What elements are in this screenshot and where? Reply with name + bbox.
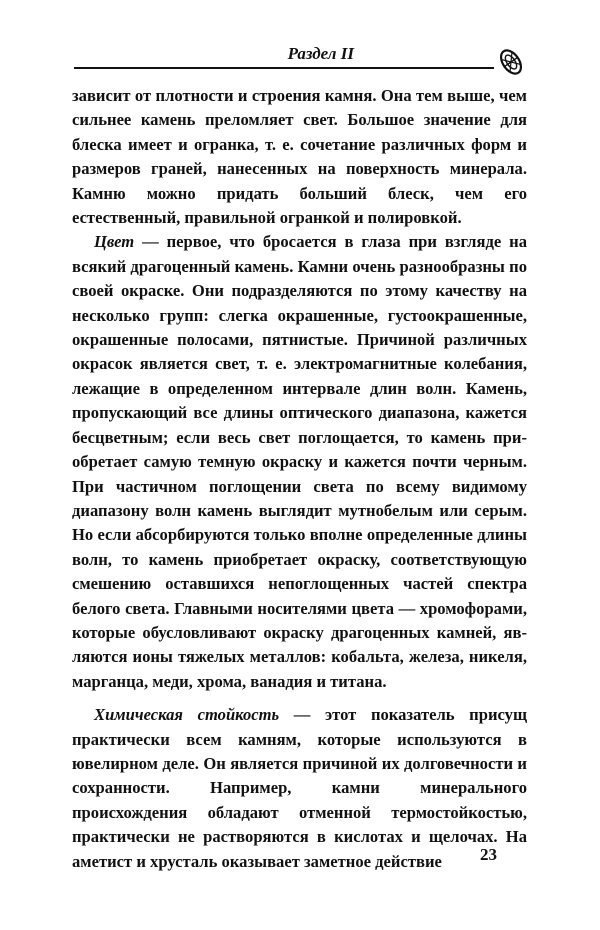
paragraph-luster: зависит от плотности и строения камня. Она тем выше, чем сильнее камень преломляет свет. Большое значение для блеска имеет и огранка, т. е. сочетание различных форм и размеров граней, нанесенных на поверхность минерала. Камню можно придать больший блеск, чем его естественный, правильной огранкой и полировкой. — [72, 86, 527, 228]
paragraph-chemical-resistance — [72, 703, 527, 874]
gemstone-icon — [496, 47, 526, 77]
paragraph-chemical-text: — этот показатель присущ практически всем камням, которые используются в ювелирном деле. Он является причиной их долговечности и сохранности. Например, камни минерального происхождения обладают отменной термостойкостью, практически не растворяются в кислотах и щелочах. На аметист и хрусталь оказывает заметное действие — [72, 705, 527, 871]
page-number: 23 — [480, 845, 497, 864]
term-chemical-resistance: Химическая стойкость — [94, 705, 280, 725]
body-text — [72, 84, 527, 874]
section-title: Раздел II — [287, 44, 354, 63]
paragraph-color-text: — первое, что бросается в глаза при взгляде на всякий драгоценный камень. Камни очень разнообразны по своей окраске. Они подразделяются по этому качеству на несколько групп: слегка окрашенные, густоокрашенные, окрашенные полосами, пятнистые. Причиной различных окрасок является свет, т. е. электромагнитные колебания, лежащие в определенном интервале длин волн. Камень, пропускающий все длины оптического диапазона, кажется бесцветным; если весь свет поглощается, то камень приобретает самую темную окраску и кажется почти черным. При частичном поглощении света по всему видимому диапазону волн камень выглядит мутнобелым или серым. Но если абсорбируются только вполне определенные длины волн, то камень приобретает окраску, соответствующую смешению оставшихся непоглощенных частей спектра белого света. Главными носителями цвета — хромофорами, которые обусловливают окраску драгоценных камней, являются ионы тяжелых металлов: кобальта, железа, никеля, марганца, меди, хрома, ванадия и титана. — [72, 232, 527, 691]
paragraph-color — [72, 230, 527, 694]
running-header — [74, 38, 494, 68]
header-rule — [74, 67, 494, 69]
term-color: Цвет — [94, 232, 135, 252]
